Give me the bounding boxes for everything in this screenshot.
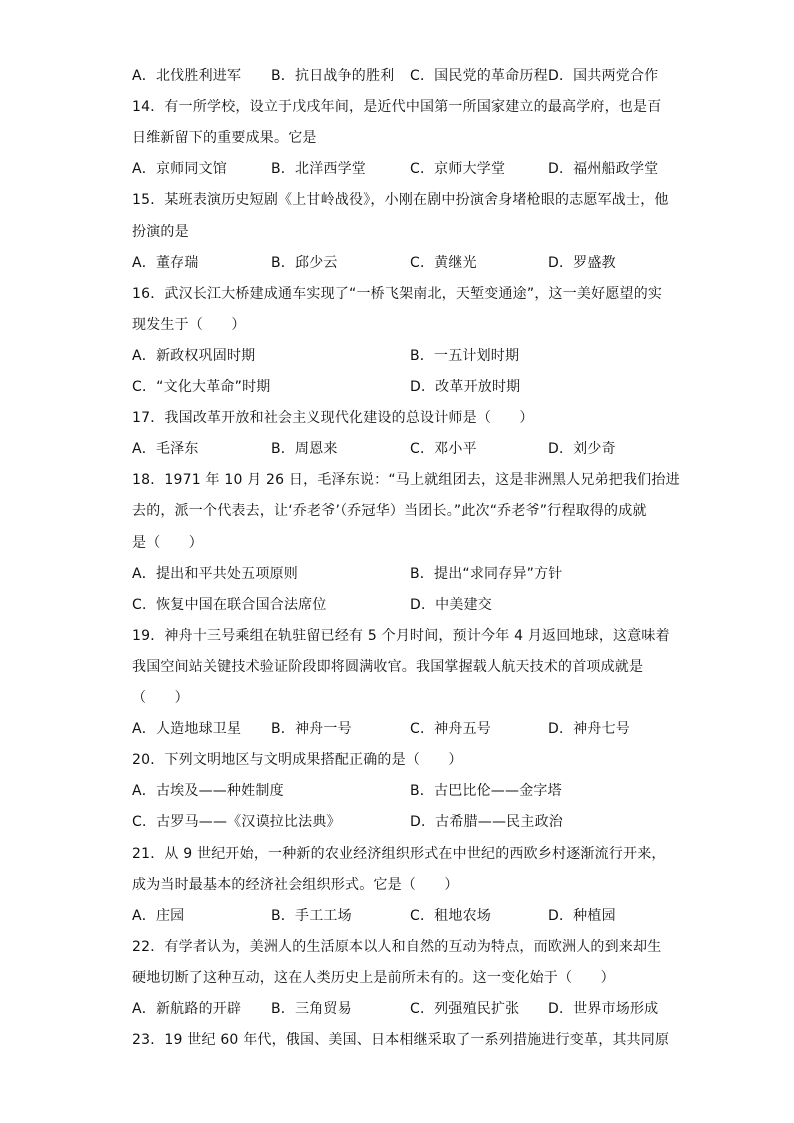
question-text-line: 去的，派一个代表去，让‘乔老爷’（乔冠华）当团长。”此次“乔老爷”行程取得的成就 [132,503,647,519]
question-text-line: 16．武汉长江大桥建成通车实现了“一桥飞架南北，天堑变通途”，这一美好愿望的实 [132,286,663,302]
answer-option: C．古罗马——《汉谟拉比法典》 [132,814,341,830]
answer-option: B．神舟一号 [271,721,352,737]
answer-option: A．新航路的开辟 [132,1001,242,1017]
answer-option: A．庄园 [132,908,185,924]
answer-option: D．种植园 [548,908,616,924]
answer-option: C．神舟五号 [410,721,491,737]
answer-option: B．北洋西学堂 [271,161,367,177]
answer-option: A．新政权巩固时期 [132,348,256,364]
answer-option: D．福州船政学堂 [548,161,659,177]
answer-option: C．列强殖民扩张 [410,1001,520,1017]
question-text-line: 23．19 世纪 60 年代，俄国、美国、日本相继采取了一系列措施进行变革，其共同原 [132,1032,670,1048]
question-text-line: 日维新留下的重要成果。它是 [132,130,317,146]
answer-option: C．国民党的革命历程 [410,68,548,84]
question-text-line: （ ） [132,690,189,706]
answer-option: C．邓小平 [410,441,477,457]
answer-option: A．北伐胜利进军 [132,68,242,84]
answer-option: A．京师同文馆 [132,161,227,177]
answer-option: B．周恩来 [271,441,338,457]
question-text-line: 扮演的是 [132,224,189,240]
answer-option: C．租地农场 [410,908,491,924]
question-text-line: 成为当时最基本的经济社会组织形式。它是（ ） [132,877,459,893]
answer-option: D．古希腊——民主政治 [410,814,563,830]
question-text-line: 20．下列文明地区与文明成果搭配正确的是（ ） [132,752,463,768]
question-text-line: 是（ ） [132,535,203,551]
answer-option: A．人造地球卫星 [132,721,242,737]
answer-option: A．董存瑞 [132,255,199,271]
answer-option: B．邱少云 [271,255,338,271]
question-text-line: 15．某班表演历史短剧《上甘岭战役》，小刚在剧中扮演舍身堵枪眼的志愿军战士，他 [132,192,669,208]
answer-option: D．神舟七号 [548,721,630,737]
answer-option: D．世界市场形成 [548,1001,659,1017]
answer-option: D．国共两党合作 [548,68,659,84]
answer-option: D．中美建交 [410,597,492,613]
question-text-line: 19．神舟十三号乘组在轨驻留已经有 5 个月时间，预计今年 4 月返回地球，这意味着 [132,628,670,644]
answer-option: B．手工工场 [271,908,352,924]
answer-option: C．黄继光 [410,255,477,271]
question-text-line: 我国空间站关键技术验证阶段即将圆满收官。我国掌握载人航天技术的首项成就是 [132,659,644,675]
answer-option: D．改革开放时期 [410,379,521,395]
answer-option: C．京师大学堂 [410,161,506,177]
answer-option: B．三角贸易 [271,1001,352,1017]
answer-option: B．古巴比伦——金字塔 [410,783,562,799]
question-text-line: 硬地切断了这种互动，这在人类历史上是前所未有的。这一变化始于（ ） [132,970,615,986]
answer-option: C．恢复中国在联合国合法席位 [132,597,327,613]
question-text-line: 18．1971 年 10 月 26 日，毛泽东说：“马上就组团去，这是非洲黑人兄弟把我们抬进 [132,472,680,488]
answer-option: B．提出“求同存异”方针 [410,566,563,582]
answer-option: B．抗日战争的胜利 [271,68,395,84]
question-text-line: 17．我国改革开放和社会主义现代化建设的总设计师是（ ） [132,410,534,426]
answer-option: B．一五计划时期 [410,348,520,364]
answer-option: A．毛泽东 [132,441,199,457]
answer-option: A．古埃及——种姓制度 [132,783,284,799]
question-text-line: 14．有一所学校，设立于戊戌年间，是近代中国第一所国家建立的最高学府，也是百 [132,99,662,115]
question-text-line: 现发生于（ ） [132,317,246,333]
answer-option: C．“文化大革命”时期 [132,379,271,395]
answer-option: D．罗盛教 [548,255,616,271]
answer-option: D．刘少奇 [548,441,616,457]
question-text-line: 22．有学者认为，美洲人的生活原本以人和自然的互动为特点，而欧洲人的到来却生 [132,939,662,955]
answer-option: A．提出和平共处五项原则 [132,566,298,582]
question-text-line: 21．从 9 世纪开始，一种新的农业经济组织形式在中世纪的西欧乡村逐渐流行开来， [132,846,666,862]
